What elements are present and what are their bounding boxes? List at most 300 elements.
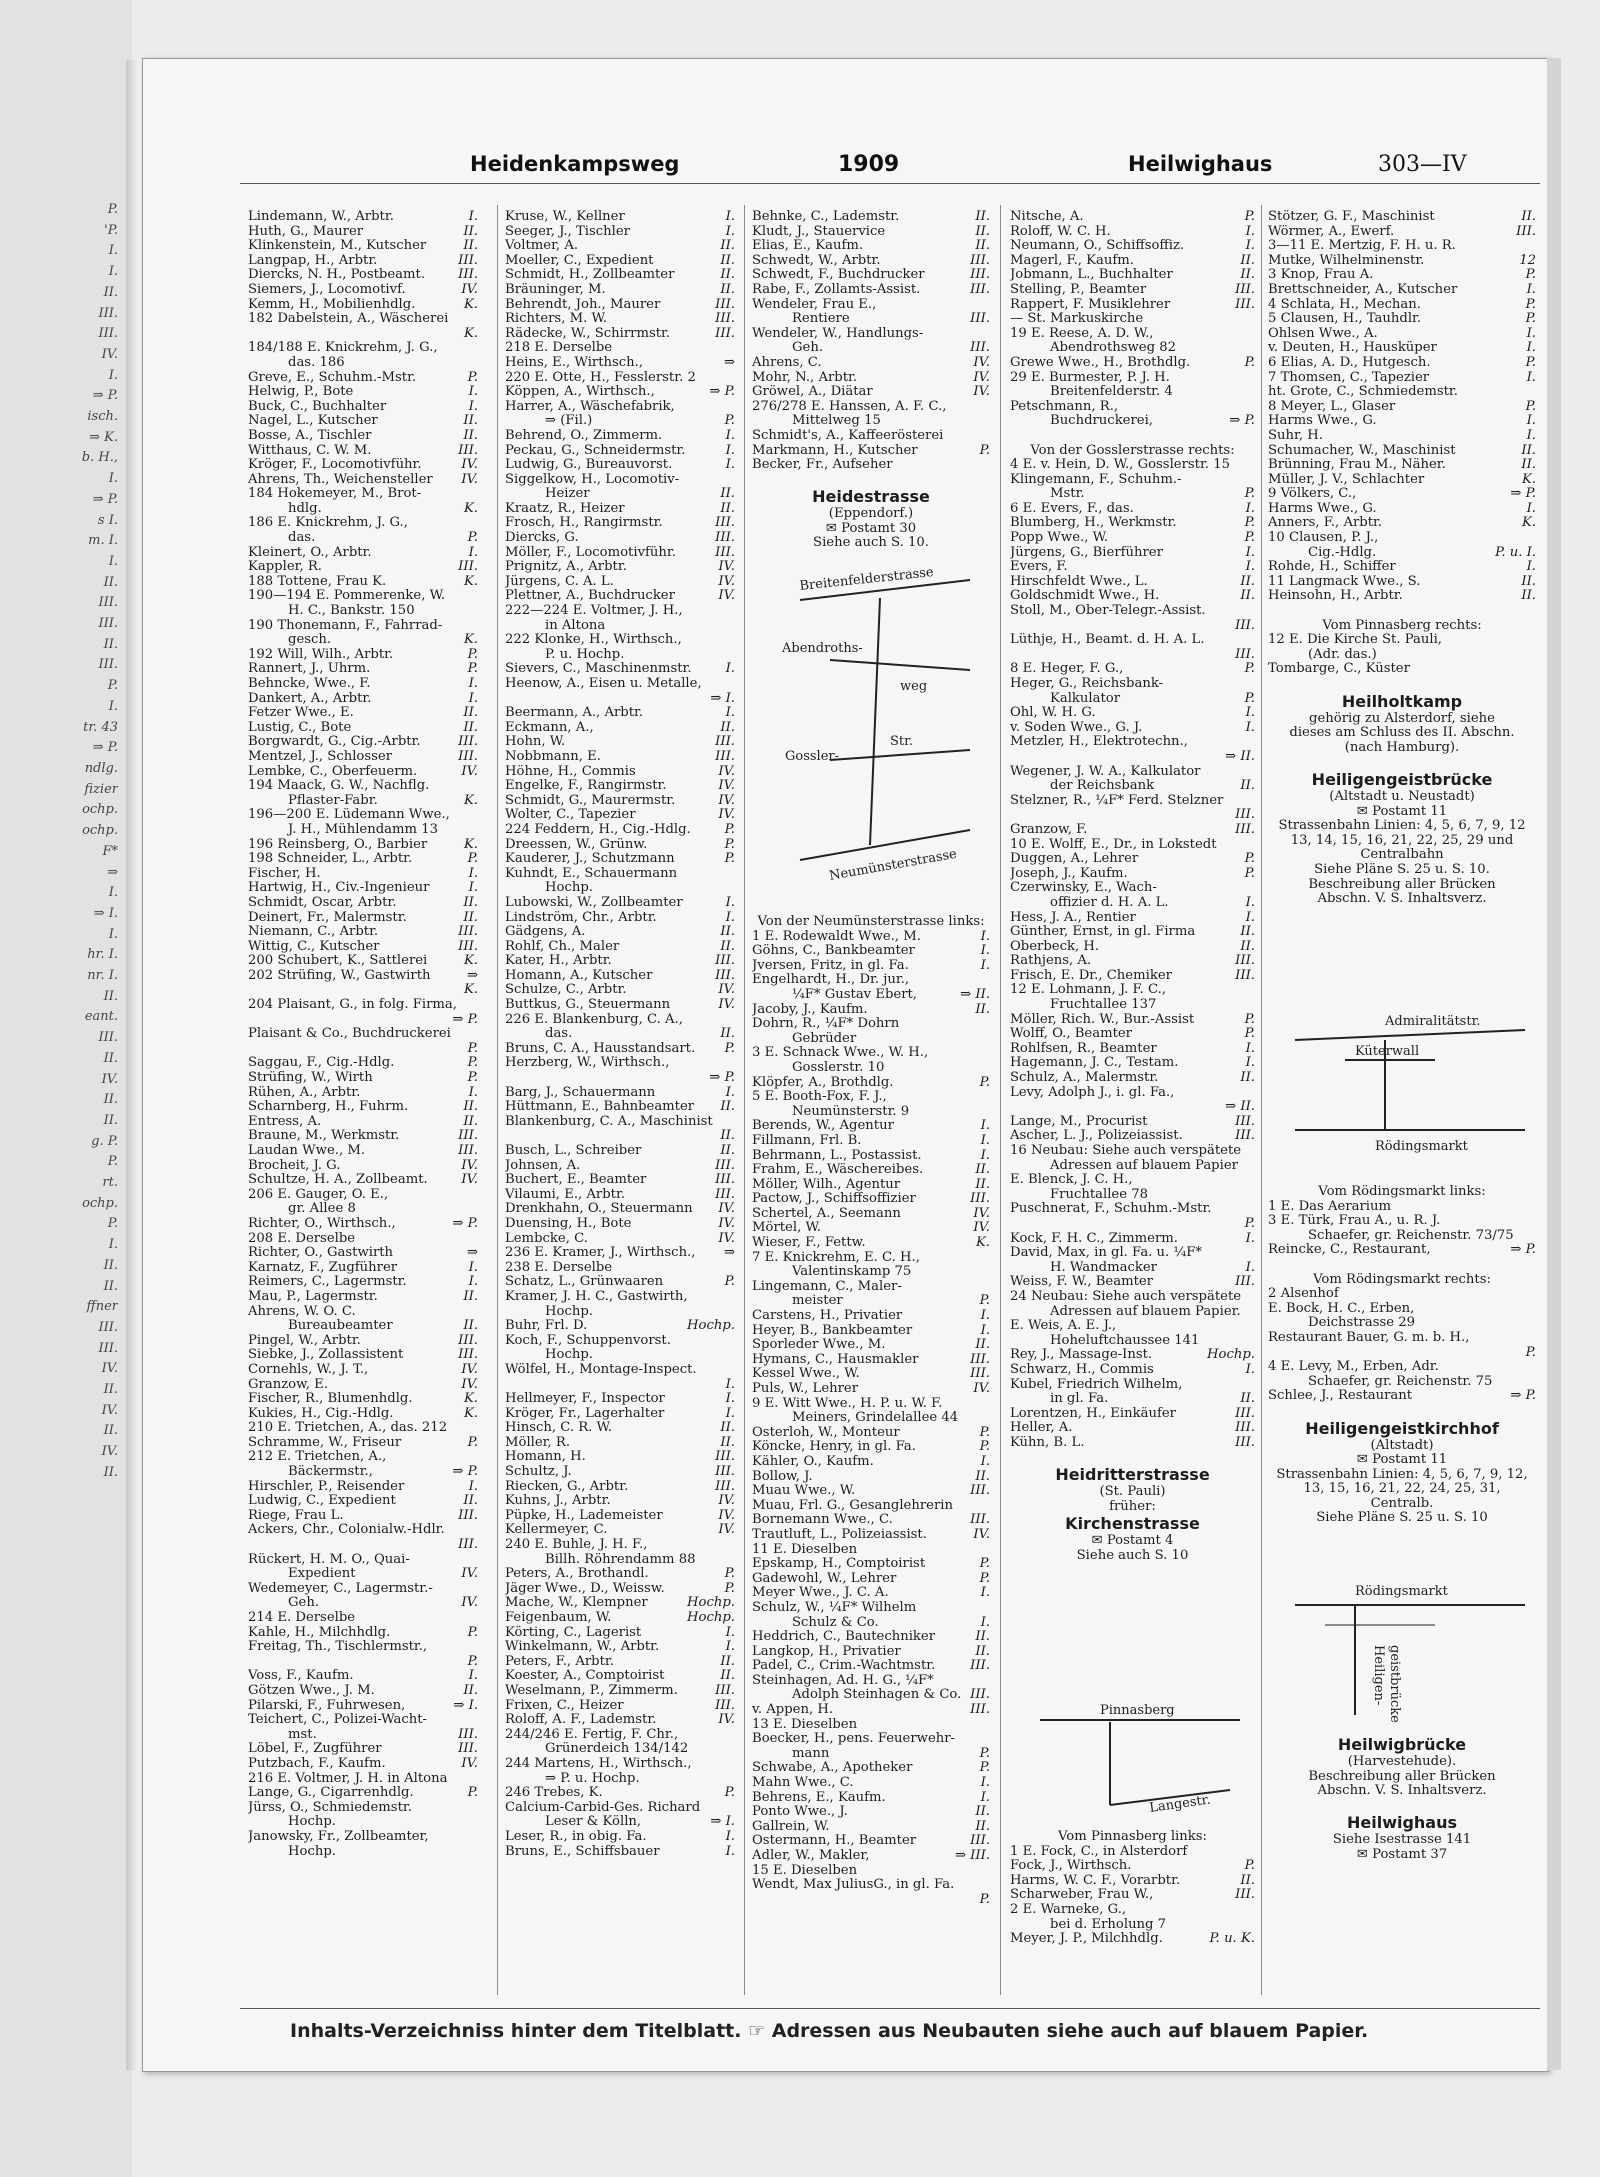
entry-text: Schramme, W., Friseur [248, 1435, 402, 1450]
entry-text: (Altstadt u. Neustadt) [1329, 789, 1475, 804]
entry-text: Dankert, A., Arbtr. [248, 691, 372, 706]
entry-text: 13 E. Dieselben [752, 1717, 858, 1732]
directory-entry [505, 954, 735, 969]
floor-marker: ⇒ II. [957, 988, 990, 1003]
entry-text: Götzen Wwe., J. M. [248, 1683, 375, 1698]
floor-marker: I. [1243, 1056, 1255, 1071]
entry-text: Ahrens, C. [752, 355, 822, 370]
directory-entry [752, 1090, 990, 1105]
directory-entry [248, 589, 478, 604]
map-label: Str. [890, 734, 914, 749]
directory-entry [248, 1640, 478, 1655]
directory-entry [505, 546, 735, 561]
directory-entry [505, 1261, 735, 1276]
directory-entry [505, 1188, 735, 1203]
floor-marker: II. [717, 1027, 735, 1042]
margin-fragment: eant. [84, 1009, 118, 1025]
floor-marker: I. [978, 959, 990, 974]
directory-entry [752, 444, 990, 459]
entry-text: Granzow, E. [248, 1377, 329, 1392]
directory-entry [1268, 546, 1536, 561]
entry-text: Lorentzen, H., Einkäufer [1010, 1406, 1176, 1421]
directory-entry [248, 1232, 478, 1247]
entry-text: Hymans, C., Hausmakler [752, 1352, 919, 1367]
directory-entry [1010, 677, 1255, 692]
floor-marker: P. [465, 1071, 478, 1086]
floor-marker: K. [461, 954, 478, 969]
floor-marker: III. [455, 1728, 478, 1743]
entry-text: Leser & Kölln, [545, 1815, 642, 1830]
entry-text: Diercks, G. [505, 531, 579, 546]
directory-entry [752, 959, 990, 974]
entry-text: Janowsky, Fr., Zollbeamter, [248, 1829, 429, 1844]
floor-marker: III. [967, 1834, 990, 1849]
floor-marker: II. [1518, 575, 1536, 590]
floor-marker: ⇒ P. [1507, 1389, 1536, 1404]
directory-entry [1010, 414, 1255, 429]
floor-marker: ⇒ I. [450, 1699, 478, 1714]
floor-marker: ⇒ P. [449, 1013, 478, 1028]
directory-entry [505, 1436, 735, 1451]
entry-text: bei d. Erholung 7 [1050, 1917, 1167, 1932]
margin-fragment: IV. [101, 346, 118, 362]
floor-marker: P. [1242, 1859, 1255, 1874]
directory-entry [505, 969, 735, 984]
entry-text: (Eppendorf.) [828, 507, 914, 522]
street-heading [1010, 1465, 1255, 1485]
entry-text: David, Max, in gl. Fa. u. ¼F* [1010, 1246, 1202, 1261]
floor-marker: III. [967, 1367, 990, 1382]
floor-marker: I. [723, 1407, 735, 1422]
floor-marker: P. [722, 823, 735, 838]
directory-entry [1268, 516, 1536, 531]
directory-entry [1010, 808, 1255, 823]
entry-text: das. 186 [288, 355, 345, 370]
directory-entry [248, 1553, 478, 1568]
floor-marker: P. [1242, 852, 1255, 867]
entry-text: 19 E. Reese, A. D. W., [1010, 326, 1154, 341]
entry-text: Wedemeyer, C., Lagermstr.- [248, 1581, 433, 1596]
entry-text: 13, 15, 16, 21, 22, 24, 25, 31, [1303, 1482, 1501, 1497]
margin-fragment: I. [108, 885, 118, 901]
directory-entry [505, 1246, 735, 1261]
entry-text: Metzler, H., Elektrotechn., [1010, 735, 1188, 750]
entry-text: 13, 14, 15, 16, 21, 22, 25, 29 und [1290, 833, 1514, 848]
directory-entry [752, 1455, 990, 1470]
entry-text: Schulz & Co. [792, 1615, 879, 1630]
directory-entry [1010, 1407, 1255, 1422]
directory-entry [248, 1159, 478, 1174]
directory-entry [505, 1801, 735, 1816]
entry-text: Kühn, B. L. [1010, 1435, 1085, 1450]
directory-entry [248, 283, 478, 298]
directory-entry [1010, 473, 1255, 488]
directory-entry [248, 881, 478, 896]
directory-entry [1268, 604, 1536, 619]
directory-entry [1010, 911, 1255, 926]
entry-text: der Reichsbank [1050, 779, 1155, 794]
directory-entry [505, 560, 735, 575]
floor-marker: IV. [970, 356, 990, 371]
entry-text: v. Soden Wwe., G. J. [1010, 720, 1143, 735]
entry-text: Fillmann, Frl. B. [752, 1133, 862, 1148]
directory-entry [1268, 458, 1536, 473]
directory-entry [1010, 1246, 1255, 1261]
entry-text: Seeger, J., Tischler [505, 224, 630, 239]
column-4 [1010, 210, 1255, 1563]
entry-text: 246 Trebes, K. [505, 1786, 603, 1801]
floor-marker: III. [712, 1173, 735, 1188]
entry-text: Diercks, N. H., Postbeamt. [248, 268, 426, 283]
floor-marker: I. [723, 1626, 735, 1641]
floor-marker: IV. [715, 765, 735, 780]
entry-text: Löbel, F., Zugführer [248, 1742, 382, 1757]
entry-text: 11 E. Dieselben [752, 1542, 858, 1557]
directory-entry [248, 1071, 478, 1086]
floor-marker: P. [722, 1786, 735, 1801]
floor-marker: II. [460, 896, 478, 911]
floor-marker: P. [1242, 531, 1255, 546]
floor-marker: I. [978, 1149, 990, 1164]
directory-entry [1268, 371, 1536, 386]
directory-entry [1010, 925, 1255, 940]
entry-text: (St. Pauli) [1099, 1485, 1166, 1500]
directory-entry [752, 536, 990, 551]
entry-text: Ascher, L. J., Polizeiassist. [1010, 1129, 1183, 1144]
directory-entry [752, 1265, 990, 1280]
floor-marker: IV. [715, 1217, 735, 1232]
entry-text: Vom Rödingsmarkt rechts: [1313, 1272, 1491, 1287]
floor-marker: II. [460, 1319, 478, 1334]
heidritterstrasse-map [1030, 1700, 1250, 1824]
floor-marker: III. [455, 925, 478, 940]
directory-entry [1010, 225, 1255, 240]
directory-entry [1010, 1129, 1255, 1144]
entry-text: Beschreibung aller Brücken [1308, 877, 1496, 892]
entry-text: Borgwardt, G., Cig.-Arbtr. [248, 735, 421, 750]
floor-marker: III. [967, 283, 990, 298]
directory-entry [1010, 1115, 1255, 1130]
directory-entry [1010, 298, 1255, 313]
entry-text: Jürgens, C. A. L. [505, 574, 614, 589]
entry-text: Klöpfer, A., Brothdlg. [752, 1075, 894, 1090]
directory-entry [1268, 662, 1536, 677]
column-5 [1268, 210, 1536, 907]
directory-entry [248, 1728, 478, 1743]
floor-marker: K. [461, 983, 478, 998]
margin-fragment: I. [108, 1237, 118, 1253]
directory-entry [1010, 1932, 1255, 1947]
map-label: Heiligen- [1371, 1645, 1386, 1706]
directory-entry [248, 1246, 478, 1261]
directory-entry [752, 1440, 990, 1455]
directory-entry [752, 1032, 990, 1047]
directory-entry [1268, 633, 1536, 648]
directory-entry [1010, 1027, 1255, 1042]
entry-text: Bollow, J. [752, 1469, 813, 1484]
entry-text: Lembke, C., Oberfeuerm. [248, 764, 418, 779]
entry-text: Behrendt, Joh., Maurer [505, 297, 661, 312]
floor-marker: IV. [715, 1523, 735, 1538]
directory-entry [505, 1348, 735, 1363]
floor-marker: IV. [458, 1567, 478, 1582]
entry-text: 10 E. Wolff, E., Dr., in Lokstedt [1010, 837, 1217, 852]
floor-marker: I. [1243, 1363, 1255, 1378]
directory-entry [248, 1596, 478, 1611]
entry-text: 216 E. Voltmer, J. H. in Altona [248, 1771, 448, 1786]
entry-text: Boecker, H., pens. Feuerwehr- [752, 1732, 956, 1747]
floor-marker: ⇒ P. [449, 1465, 478, 1480]
entry-text: Vilaumi, E., Arbtr. [505, 1187, 626, 1202]
entry-text: Höhne, H., Commis [505, 764, 636, 779]
directory-entry [505, 1202, 735, 1217]
entry-text: Jversen, Fritz, in gl. Fa. [752, 958, 909, 973]
entry-text: Richter, O., Wirthsch., [248, 1216, 396, 1231]
directory-entry [752, 298, 990, 313]
floor-marker: I. [466, 400, 478, 415]
entry-text: Rabe, F., Zollamts-Assist. [752, 282, 921, 297]
floor-marker: II. [1518, 444, 1536, 459]
directory-entry [505, 1042, 735, 1057]
entry-text: Jürgens, G., Bierführer [1010, 545, 1163, 560]
directory-entry [248, 1086, 478, 1101]
margin-fragment: IV. [101, 1402, 118, 1418]
directory-entry [505, 648, 735, 663]
entry-text: Günther, Ernst, in gl. Firma [1010, 925, 1196, 940]
entry-text: Kleinert, O., Arbtr. [248, 545, 372, 560]
directory-entry [1268, 444, 1536, 459]
entry-text: Lindemann, W., Arbtr. [248, 210, 394, 224]
floor-marker: II. [1237, 1392, 1255, 1407]
entry-text: Stelling, P., Beamter [1010, 282, 1147, 297]
directory-entry [248, 940, 478, 955]
directory-entry [752, 385, 990, 400]
directory-entry [1268, 473, 1536, 488]
entry-text: 7 Thomsen, C., Tapezier [1268, 370, 1430, 385]
directory-entry [248, 750, 478, 765]
floor-marker: II. [460, 706, 478, 721]
entry-text: 12 E. Die Kirche St. Pauli, [1268, 633, 1442, 648]
entry-text: Fischer, R., Blumenhdlg. [248, 1392, 413, 1407]
floor-marker: I. [723, 1845, 735, 1860]
floor-marker: II. [460, 911, 478, 926]
directory-entry [1010, 1042, 1255, 1057]
directory-entry [1010, 1232, 1255, 1247]
directory-entry [505, 983, 735, 998]
directory-entry [752, 1221, 990, 1236]
directory-entry [1268, 487, 1536, 502]
entry-text: Schulze, C., Arbtr. [505, 983, 627, 998]
directory-entry [248, 1275, 478, 1290]
entry-text: Scharweber, Frau W., [1010, 1888, 1154, 1903]
entry-text: ✉ Postamt 11 [1356, 804, 1448, 819]
directory-entry [248, 852, 478, 867]
entry-text: Peters, F., Arbtr. [505, 1654, 614, 1669]
directory-entry [752, 254, 990, 269]
entry-text: Heilholtkamp [1341, 691, 1463, 711]
floor-marker: IV. [970, 1382, 990, 1397]
directory-entry [1268, 1439, 1536, 1454]
directory-entry [248, 1217, 478, 1232]
directory-entry [1268, 268, 1536, 283]
entry-text: Ahrens, W. O. C. [248, 1304, 356, 1319]
directory-entry [1010, 429, 1255, 444]
directory-entry [505, 1582, 735, 1597]
floor-marker: I. [466, 546, 478, 561]
directory-entry [752, 1499, 990, 1514]
directory-entry [1268, 648, 1536, 663]
floor-marker: III. [712, 1480, 735, 1495]
entry-text: Rentiere [792, 312, 850, 327]
entry-text: Mau, P., Lagermstr. [248, 1289, 378, 1304]
directory-entry [1268, 312, 1536, 327]
directory-entry [752, 1003, 990, 1018]
directory-entry [1010, 444, 1255, 459]
directory-entry [1268, 1468, 1536, 1483]
directory-entry [752, 1076, 990, 1091]
directory-entry [505, 283, 735, 298]
directory-entry [248, 356, 478, 371]
floor-marker: P. [465, 1655, 478, 1670]
directory-entry [248, 385, 478, 400]
floor-marker: II. [717, 1421, 735, 1436]
directory-entry [505, 1640, 735, 1655]
directory-entry [505, 867, 735, 882]
entry-text: Kauderer, J., Schutzmann [505, 852, 675, 867]
floor-marker: III. [712, 954, 735, 969]
floor-marker: I. [978, 1455, 990, 1470]
directory-entry [752, 1426, 990, 1441]
entry-text: Buck, C., Buchhalter [248, 399, 387, 414]
column-3 [752, 210, 990, 551]
directory-entry [248, 1042, 478, 1057]
directory-entry [505, 1450, 735, 1465]
directory-entry [505, 881, 735, 896]
floor-marker: III. [712, 531, 735, 546]
directory-entry [1268, 848, 1536, 863]
directory-entry [505, 896, 735, 911]
floor-marker: III. [455, 1348, 478, 1363]
entry-text: Schertel, A., Seemann [752, 1206, 901, 1221]
entry-text: 244 Martens, H., Wirthsch., [505, 1756, 692, 1771]
directory-entry [505, 1319, 735, 1334]
entry-text: Kahle, H., Milchhdlg. [248, 1625, 391, 1640]
entry-text: E. Weis, A. E. J., [1010, 1319, 1117, 1334]
floor-marker: I. [466, 881, 478, 896]
entry-text: Mörtel, W. [752, 1221, 821, 1236]
entry-text: Anners, F., Arbtr. [1268, 516, 1383, 531]
entry-text: 3—11 E. Mertzig, F. H. u. R. [1268, 239, 1456, 254]
floor-marker: IV. [970, 385, 990, 400]
directory-entry [1268, 341, 1536, 356]
entry-text: Lubowski, W., Zollbeamter [505, 895, 683, 910]
directory-entry [1268, 589, 1536, 604]
entry-text: 206 E. Gauger, O. E., [248, 1187, 389, 1202]
floor-marker: I. [466, 677, 478, 692]
floor-marker: IV. [715, 560, 735, 575]
entry-text: Dreessen, W., Grünw. [505, 837, 648, 852]
floor-marker: I. [1524, 429, 1536, 444]
floor-marker: II. [460, 1290, 478, 1305]
directory-entry [1010, 575, 1255, 590]
directory-entry [1268, 400, 1536, 415]
entry-text: Centralb. [1370, 1496, 1434, 1511]
entry-text: Kähler, O., Kaufm. [752, 1454, 874, 1469]
floor-marker: IV. [458, 765, 478, 780]
entry-text: Schmidt, H., Zollbeamter [505, 268, 675, 283]
directory-entry [248, 1523, 478, 1538]
floor-marker: III. [455, 1538, 478, 1553]
directory-entry [752, 1659, 990, 1674]
entry-text: Grewe Wwe., H., Brothdlg. [1010, 355, 1191, 370]
column-4-continued [1010, 1830, 1255, 1947]
directory-entry [1010, 662, 1255, 677]
floor-marker: III. [1232, 954, 1255, 969]
entry-text: Hinsch, C. R. W. [505, 1421, 612, 1436]
entry-text: 6 Elias, A. D., Hutgesch. [1268, 355, 1431, 370]
directory-entry [1010, 1549, 1255, 1564]
entry-text: Stelzner, R., ¼F* Ferd. Stelzner [1010, 793, 1224, 808]
entry-text: Heizer [545, 487, 590, 502]
directory-entry [752, 1572, 990, 1587]
entry-text: Frosch, H., Rangirmstr. [505, 516, 663, 531]
directory-entry [248, 1655, 478, 1670]
directory-entry [248, 808, 478, 823]
directory-entry [248, 1684, 478, 1699]
directory-entry [505, 1480, 735, 1495]
directory-entry [1010, 1450, 1255, 1465]
margin-fragment: II. [103, 1050, 118, 1066]
directory-entry [505, 838, 735, 853]
entry-text: Koch, F., Schuppenvorst. [505, 1333, 671, 1348]
directory-entry [505, 808, 735, 823]
directory-entry [505, 662, 735, 677]
floor-marker: II. [1518, 589, 1536, 604]
directory-entry [1010, 1188, 1255, 1203]
entry-text: Rohde, H., Schiffer [1268, 560, 1396, 575]
floor-marker: P. [465, 1042, 478, 1057]
entry-text: ¼F* Gustav Ebert, [792, 987, 917, 1002]
entry-text: Schaefer, gr. Reichenstr. 73/75 [1308, 1228, 1514, 1243]
directory-entry [1268, 1404, 1536, 1419]
entry-text: Adressen auf blauem Papier. [1050, 1304, 1241, 1319]
entry-text: Mohr, N., Arbtr. [752, 370, 858, 385]
entry-text: Duggen, A., Lehrer [1010, 852, 1139, 867]
floor-marker: I. [1243, 546, 1255, 561]
previous-page-margin [0, 200, 118, 1484]
directory-entry [248, 648, 478, 663]
floor-marker: IV. [715, 794, 735, 809]
entry-text: Lingemann, C., Maler- [752, 1279, 902, 1294]
entry-text: Grünerdeich 134/142 [545, 1742, 689, 1757]
floor-marker: IV. [970, 1207, 990, 1222]
directory-entry [1010, 1436, 1255, 1451]
directory-entry [248, 1713, 478, 1728]
entry-text: Schmidt's, A., Kaffeerösterei [752, 428, 944, 443]
map-label: Langestr. [1148, 1792, 1212, 1816]
directory-entry [505, 1378, 735, 1393]
directory-entry [248, 1144, 478, 1159]
entry-text: Petschmann, R., [1010, 399, 1119, 414]
floor-marker: II. [972, 1630, 990, 1645]
entry-text: Hochp. [545, 881, 593, 896]
floor-marker: P. [465, 1436, 478, 1451]
directory-entry [248, 1290, 478, 1305]
directory-entry [752, 1338, 990, 1353]
entry-text: Kater, H., Arbtr. [505, 954, 612, 969]
entry-text: Putzbach, F., Kaufm. [248, 1756, 386, 1771]
floor-marker: II. [972, 1163, 990, 1178]
